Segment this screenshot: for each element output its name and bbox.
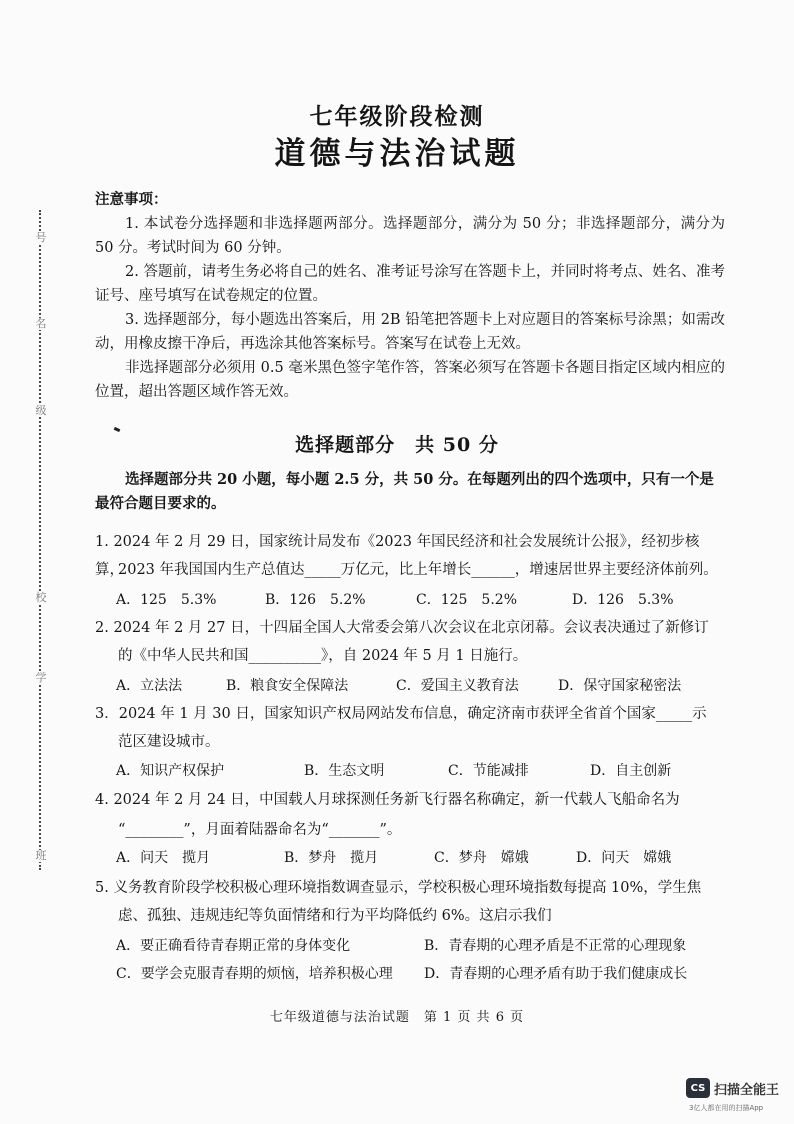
question-3-option-a: A．知识产权保护 [116, 763, 225, 779]
question-3-option-b: B．生态文明 [304, 763, 385, 779]
scanner-tagline: 3亿人都在用的扫描App [689, 1104, 764, 1112]
notice-item: 非选择题部分必须用 0.5 毫米黑色签字笔作答，答案必须写在答题卡各题目指定区域内相应的位置，超出答题区域作答无效。 [95, 360, 725, 400]
question-3-option-d: D．自主创新 [590, 763, 672, 779]
question-4-option-a: A．问天 揽月 [116, 850, 211, 866]
question-5-line1: 5. 义务教育阶段学校积极心理环境指数调查显示，学校积极心理环境指数每提高 10%，学生焦 [95, 880, 702, 896]
exam-grade-title: 七年级阶段检测 [309, 103, 485, 130]
question-4-line2: “________”，月面着陆器命名为“_______”。 [118, 822, 402, 838]
question-2-option-a: A．立法法 [116, 678, 183, 694]
question-1-line2: 2023 年我国国内生产总值达_____万亿元，比上年增长______，增速居世界主要经济体前列。 [118, 562, 718, 578]
section-title: 选择题部分 共 50 分 [295, 434, 499, 456]
notice-list [95, 212, 725, 404]
scanner-app-icon: CS [686, 1078, 710, 1098]
scanner-app-name: 扫描全能王 [714, 1082, 780, 1098]
notice-item: 3. 选择题部分，每小题选出答案后，用 2B 铅笔把答题卡上对应题目的答案标号涂黑；如需改动，用橡皮擦干净后，再选涂其他答案标号。答案写在试卷上无效。 [95, 312, 725, 352]
question-1-option-a: A．125 5.3% [116, 592, 217, 608]
question-2-option-c: C．爱国主义教育法 [396, 678, 519, 694]
question-1-option-b: B．126 5.2% [265, 592, 366, 608]
exam-subject-title: 道德与法治试题 [274, 136, 520, 172]
binding-label: 级 [35, 404, 47, 417]
question-5-option-b: B．青春期的心理矛盾是不正常的心理现象 [424, 938, 687, 954]
question-1-option-c: C．125 5.2% [416, 592, 518, 608]
question-2-option-b: B．粮食安全保障法 [226, 678, 349, 694]
binding-label: 号 [35, 231, 47, 244]
notice-heading: 注意事项： [95, 191, 168, 208]
question-3-line1: 3．2024 年 1 月 30 日，国家知识产权局网站发布信息，确定济南市获评全省首个国家_____示 [95, 706, 707, 722]
question-4-option-b: B．梦舟 揽月 [284, 850, 379, 866]
question-4-option-c: C．梦舟 嫦娥 [434, 850, 529, 866]
question-2-line2: 的《中华人民共和国__________》，自 2024 年 5 月 1 日施行。 [118, 648, 528, 664]
binding-label: 班 [35, 849, 47, 862]
notice-item: 2. 答题前，请考生务必将自己的姓名、准考证号涂写在答题卡上，并同时将考点、姓名、准考证号、座号填写在试卷规定的位置。 [95, 264, 725, 304]
question-5-option-c: C．要学会克服青春期的烦恼，培养积极心理 [116, 966, 393, 982]
binding-label: 学 [35, 671, 47, 684]
question-3-line2: 范区建设城市。 [118, 734, 220, 750]
binding-dotted-line [39, 210, 41, 870]
notice-item: 1. 本试卷分选择题和非选择题两部分。选择题部分，满分为 50 分；非选择题部分，满分为 50 分。考试时间为 60 分钟。 [95, 216, 725, 256]
question-4-line1: 4. 2024 年 2 月 24 日，中国载人月球探测任务新飞行器名称确定，新一代载人飞船命名为 [95, 792, 680, 808]
binding-label: 校 [35, 591, 47, 604]
question-1-option-d: D．126 5.3% [572, 592, 674, 608]
question-2-option-d: D．保守国家秘密法 [558, 678, 682, 694]
question-5-line2: 虑、孤独、违规违纪等负面情绪和行为平均降低约 6%。这启示我们 [118, 908, 552, 924]
binding-label: 名 [35, 317, 47, 330]
question-1-line1: 1. 2024 年 2 月 29 日，国家统计局发布《2023 年国民经济和社会发展统计公报》，经初步核算， [95, 534, 700, 578]
question-3-option-c: C．节能减排 [448, 763, 529, 779]
scanner-logo [686, 1078, 779, 1098]
question-2-line1: 2. 2024 年 2 月 27 日，十四届全国人大常委会第八次会议在北京闭幕。会议表决通过了新修订 [95, 620, 709, 636]
question-5-option-d: D．青春期的心理矛盾有助于我们健康成长 [424, 966, 688, 982]
section-intro: 选择题部分共 20 小题，每小题 2.5 分，共 50 分。在每题列出的四个选项中，只有一个是最符合题目要求的。 [95, 471, 714, 512]
page-footer: 七年级道德与法治试题 第 1 页 共 6 页 [269, 1010, 525, 1025]
question-5-option-a: A．要正确看待青春期正常的身体变化 [116, 938, 351, 954]
question-4-option-d: D．问天 嫦娥 [576, 850, 672, 866]
